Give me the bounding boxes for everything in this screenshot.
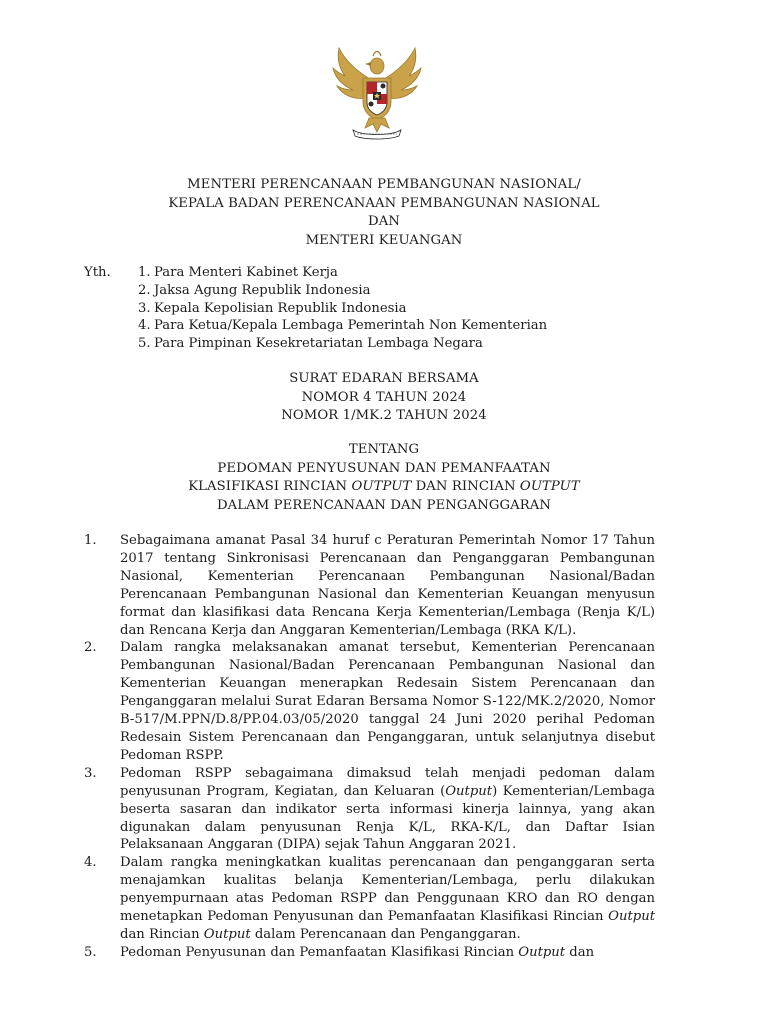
body-paragraph [84, 532, 655, 639]
paragraph-number: 5. [84, 944, 97, 960]
garuda-pancasila-emblem [327, 42, 427, 142]
addressee-item [138, 264, 698, 282]
header-line-2: KEPALA BADAN PERENCANAAN PEMBANGUNAN NASIONAL [168, 195, 600, 211]
paragraph-number: 2. [84, 640, 97, 656]
letter-header [0, 176, 768, 250]
addressee-item [138, 300, 698, 318]
addressee-list [138, 264, 698, 353]
addressee-text: Kepala Kepolisian Republik Indonesia [154, 300, 407, 316]
header-line-4: MENTERI KEUANGAN [305, 232, 463, 248]
addressee-item [138, 282, 698, 300]
addressee-number: 5. [138, 336, 151, 352]
addressee-label: Yth. [84, 265, 111, 280]
circular-number-2: NOMOR 1/MK.2 TAHUN 2024 [281, 408, 487, 423]
subject-line-1: PEDOMAN PENYUSUNAN DAN PEMANFAATAN [217, 460, 551, 476]
body-paragraph [84, 765, 655, 855]
addressee-number: 3. [138, 300, 151, 316]
subject-line-2: KLASIFIKASI RINCIAN OUTPUT DAN RINCIAN OUTPUT [188, 479, 580, 494]
addressee-text: Para Menteri Kabinet Kerja [154, 265, 338, 280]
subject-block [0, 441, 768, 515]
body-paragraph [84, 854, 655, 944]
addressee-item [138, 317, 698, 335]
paragraph-number: 1. [84, 533, 97, 548]
addressee-text: Jaksa Agung Republik Indonesia [154, 282, 371, 298]
subject-line-3: DALAM PERENCANAAN DAN PENGANGGARAN [216, 497, 552, 513]
body-paragraph [84, 944, 655, 962]
circular-title: SURAT EDARAN BERSAMA [289, 371, 479, 386]
header-line-1: MENTERI PERENCANAAN PEMBANGUNAN NASIONAL/ [187, 177, 581, 192]
addressee-text: Para Ketua/Kepala Lembaga Pemerintah Non Kementerian [154, 318, 548, 334]
addressee-item [138, 335, 698, 353]
header-line-3: DAN [368, 214, 400, 229]
paragraph-text: Pedoman Penyusunan dan Pemanfaatan Klasifikasi Rincian Output dan [120, 944, 595, 960]
body-paragraph [84, 639, 655, 764]
paragraph-text: Dalam rangka meningkatkan kualitas perencanaan dan penganggaran serta menajamkan kualitas belanja Kementerian/Lembaga, perlu dilakukan penyempurnaan atas Pedoman RSPP dan Penggunaan KRO dan RO dengan menetapkan Pedoman Penyusunan dan Pemanfaatan Klasifikasi Rincian Output dan Rincian Output dalam Perencanaan dan Penganggaran. [120, 855, 655, 942]
paragraph-text: Sebagaimana amanat Pasal 34 huruf c Peraturan Pemerintah Nomor 17 Tahun 2017 tentang Sinkronisasi Perencanaan dan Penganggaran Pembangunan Nasional, Kementerian Perencanaan Pembangunan Nasional/Badan Perencanaan Pembangunan Nasional dan Kementerian Keuangan menyusun format dan klasifikasi data Rencana Kerja Kementerian/Lembaga (Renja K/L) dan Rencana Kerja dan Anggaran Kementerian/Lembaga (RKA K/L). [120, 533, 655, 638]
paragraph-number: 3. [84, 765, 97, 781]
circular-title-block [0, 370, 768, 426]
addressee-number: 1. [138, 265, 151, 280]
paragraph-number: 4. [84, 855, 97, 871]
addressee-text: Para Pimpinan Kesekretariatan Lembaga Negara [154, 336, 483, 352]
letter-body [84, 532, 655, 962]
addressee-number: 2. [138, 282, 151, 298]
subject-label: TENTANG [348, 442, 420, 457]
paragraph-text: Pedoman RSPP sebagaimana dimaksud telah menjadi pedoman dalam penyusunan Program, Kegiatan, dan Keluaran (Output) Kementerian/Lembaga beserta sasaran dan indikator serta informasi kinerja lainnya, yang akan digunakan dalam penyusunan Renja K/L, RKA-K/L, dan Daftar Isian Pelaksanaan Anggaran (DIPA) sejak Tahun Anggaran 2021. [120, 765, 655, 853]
circular-number-1: NOMOR 4 TAHUN 2024 [301, 389, 467, 405]
paragraph-text: Dalam rangka melaksanakan amanat tersebut, Kementerian Perencanaan Pembangunan Nasional/Badan Perencanaan Pembangunan Nasional dan Kementerian Keuangan menerapkan Redesain Sistem Perencanaan dan Penganggaran melalui Surat Edaran Bersama Nomor S-122/MK.2/2020, Nomor B-517/M.PPN/D.8/PP.04.03/05/2020 tanggal 24 Juni 2020 perihal Pedoman Redesain Sistem Perencanaan dan Penganggaran, untuk selanjutnya disebut Pedoman RSPP. [120, 640, 655, 763]
addressee-number: 4. [138, 318, 151, 334]
